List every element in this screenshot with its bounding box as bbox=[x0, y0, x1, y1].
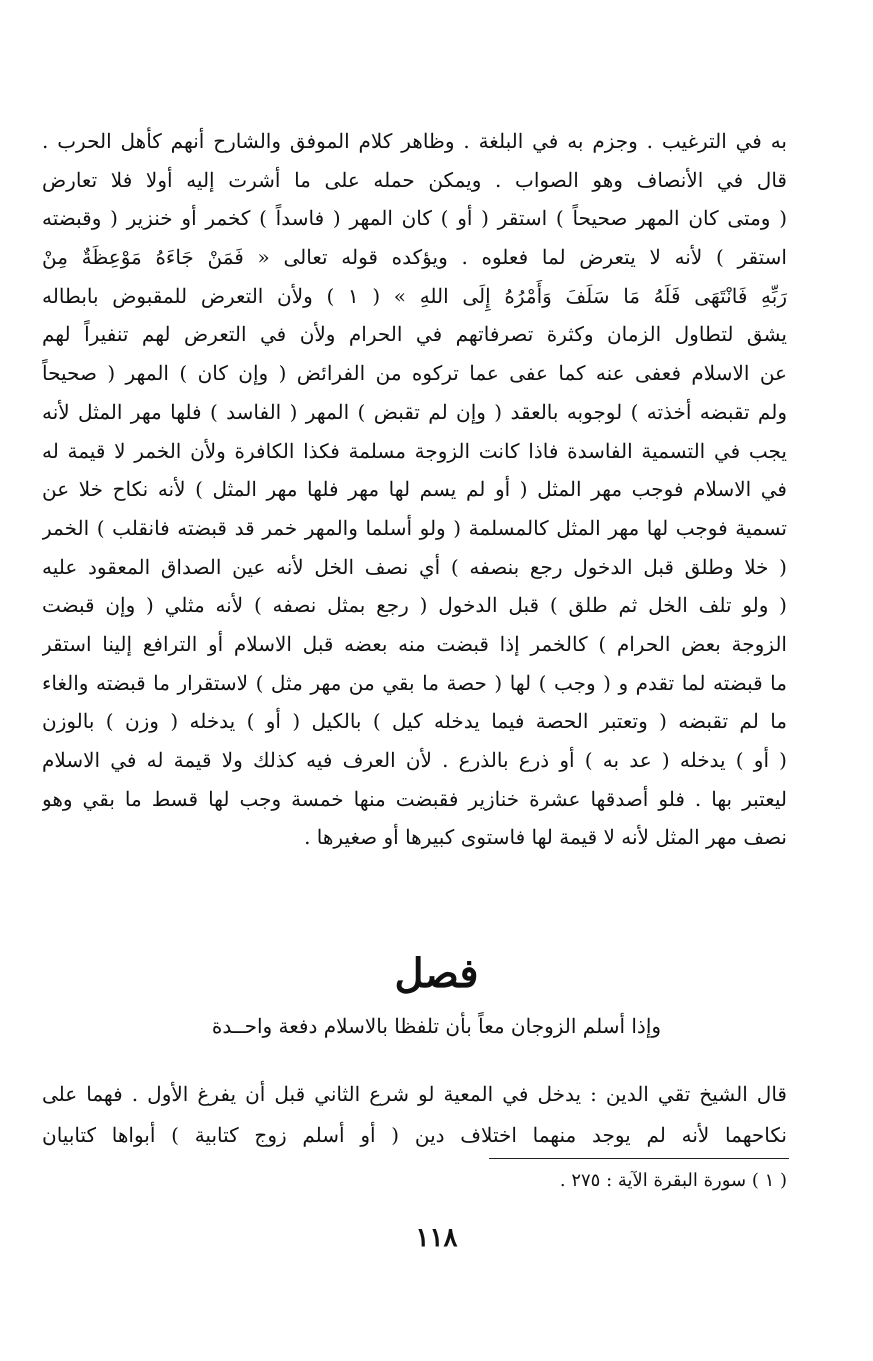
text-line: ( أو ) يدخله ( عد به ) أو ذرع بالذرع . لأن العرف فيه كذلك ولا قيمة له في الاسلام bbox=[42, 748, 787, 772]
text-line: ( خلا وطلق قبل الدخول رجع بنصفه ) أي نصف الخل لأنه عين الصداق المعقود عليه bbox=[42, 554, 787, 579]
text-line: ما لم تقبضه ( وتعتبر الحصة فيما يدخله كيل ) بالكيل ( أو ) يدخله ( وزن ) بالوزن bbox=[42, 709, 787, 734]
text-line: تسمية فوجب لها مهر المثل كالمسلمة ( ولو أسلما والمهر خمر قد قبضته فانقلب ) الخمر bbox=[42, 515, 787, 540]
text-line: نصف مهر المثل لأنه لا قيمة لها فاستوى كبيرها أو صغيرها . bbox=[304, 825, 787, 850]
text-line: استقر ) لأنه لا يتعرض لما فعلوه . ويؤكده قوله تعالى « فَمَنْ جَاءَهُ مَوْعِظَةٌ مِنْ bbox=[42, 245, 787, 270]
text-line: الزوجة بعض الحرام ) كالخمر إذا قبضت منه بعضه قبل الاسلام أو الترافع إلينا استقر bbox=[42, 631, 787, 656]
text-line: به في الترغيب . وجزم به في البلغة . وظاهر كلام الموفق والشارح أنهم كأهل الحرب . bbox=[42, 129, 787, 153]
text-line: يجب في التسمية الفاسدة فاذا كانت الزوجة مسلمة فكذا الكافرة ولأن الخمر لا قيمة له bbox=[42, 438, 787, 463]
text-line: عن الاسلام فعفى عنه كما عفى عما تركوه من الفرائض ( وإن كان ) المهر ( صحيحاً bbox=[42, 361, 787, 386]
second-paragraph bbox=[42, 1074, 787, 1156]
text-line: نكاحهما لأنه لم يوجد منهما اختلاف دين ( أو أسلم زوج كتابية ) أبواها كتابيان bbox=[42, 1123, 787, 1147]
footnote: ( ١ ) سورة البقرة الآية : ٢٧٥ . bbox=[559, 1170, 787, 1191]
footnote-divider bbox=[489, 1158, 789, 1159]
text-line: ما قبضته لما تقدم و ( وجب ) لها ( حصة ما بقي من مهر مثل ) لاستقرار ما قبضته والغاء bbox=[42, 670, 787, 695]
text-line: في الاسلام فوجب مهر المثل ( أو لم يسم لها مهر فلها مهر المثل ) لأنه نكاح خلا عن bbox=[42, 477, 787, 502]
text-line: يشق لتطاول الزمان وكثرة تصرفاتهم في الحرام ولأن في التعرض لهم تنفيراً لهم bbox=[42, 322, 787, 347]
section-subtitle: وإذا أسلم الزوجان معاً بأن تلفظا بالاسلام دفعة واحــدة bbox=[211, 1014, 662, 1038]
main-paragraph bbox=[42, 122, 787, 857]
text-line: قال في الأنصاف وهو الصواب . ويمكن حمله على ما أشرت إليه أولا فلا تعارض bbox=[42, 167, 787, 192]
page-number: ١١٨ bbox=[415, 1223, 458, 1253]
section-title: فصل bbox=[394, 950, 479, 997]
text-line: رَبِّهِ فَانْتَهَى فَلَهُ مَا سَلَفَ وَأَمْرُهُ إِلَى اللهِ » ( ١ ) ولأن التعرض للمقبوض بابطاله bbox=[42, 283, 787, 308]
text-line: ( ومتى كان المهر صحيحاً ) استقر ( أو ) كان المهر ( فاسداً ) كخمر أو خنزير ( وقبضته bbox=[42, 206, 787, 231]
text-line: قال الشيخ تقي الدين : يدخل في المعية لو شرع الثاني قبل أن يفرغ الأول . فهما على bbox=[42, 1082, 787, 1106]
text-line: ولم تقبضه أخذته ) لوجوبه بالعقد ( وإن لم تقبض ) المهر ( الفاسد ) فلها مهر المثل لأنه bbox=[42, 399, 787, 424]
text-line: ( ولو تلف الخل ثم طلق ) قبل الدخول ( رجع بمثل نصفه ) لأنه مثلي ( وإن قبضت bbox=[42, 593, 787, 618]
text-line: ليعتبر بها . فلو أصدقها عشرة خنازير فقبضت منها خمسة وجب لها قسط ما بقي وهو bbox=[42, 786, 787, 811]
